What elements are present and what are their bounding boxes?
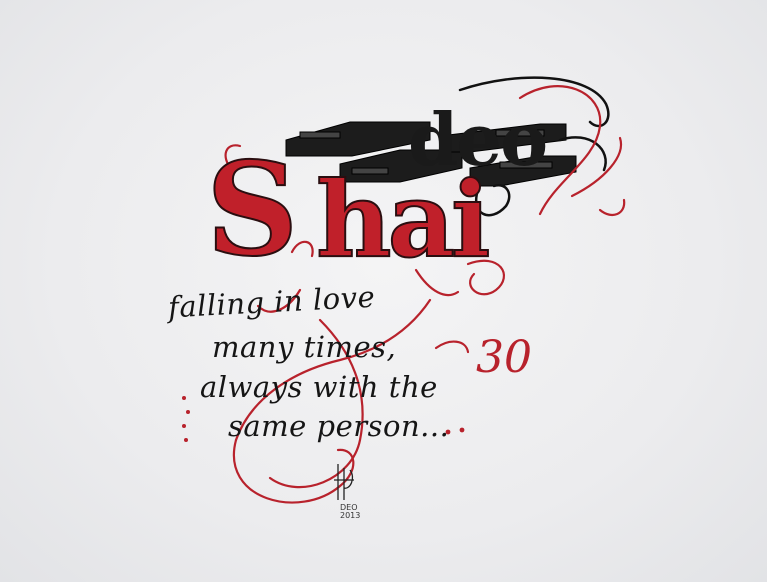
name-initial: S xyxy=(206,135,299,285)
name-main: hai xyxy=(316,158,487,281)
poem-line-3: always with the xyxy=(200,370,438,404)
poem-line-2: many times, xyxy=(212,330,397,364)
signature-date xyxy=(340,504,360,520)
name-deo: deo xyxy=(408,97,547,182)
poem-line-1: falling in love xyxy=(167,279,376,325)
signature-mark xyxy=(334,464,354,500)
signature-initials: DEO xyxy=(340,503,358,512)
poem-line-4: same person... xyxy=(228,409,450,443)
anniversary-number: 30 xyxy=(476,332,532,383)
signature-year: 2013 xyxy=(340,511,361,520)
